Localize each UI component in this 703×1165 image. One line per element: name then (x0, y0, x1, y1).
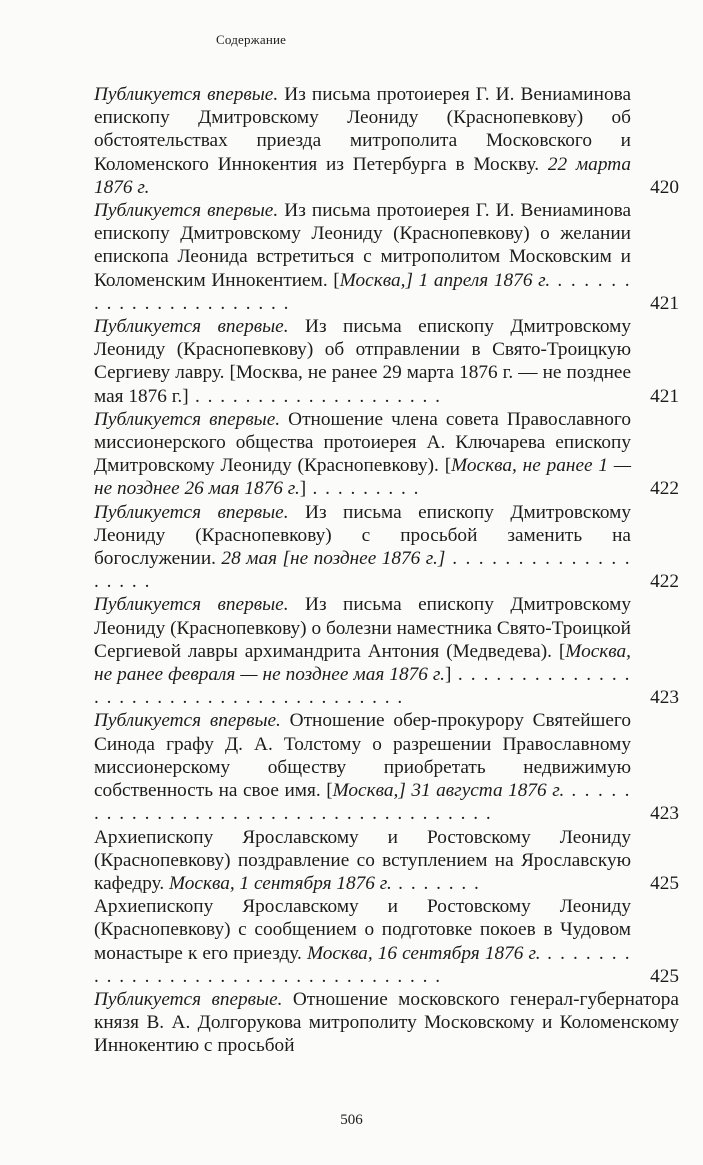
entry-prefix: Публикуется впервые. (94, 316, 289, 338)
entry-prefix: Публикуется впервые. (94, 710, 281, 732)
page-number: 506 (340, 1112, 363, 1128)
entry-tail: ] (299, 478, 307, 500)
entry-leader-dots: . . . . . . . . . . . . . . . . . . . . . . . . . . . . . . . . . . . . . . . (94, 664, 631, 709)
entry-date: Москва, не ранее 1 — не позднее 26 мая 1876 г. (94, 455, 631, 500)
entry-prefix: Публикуется впервые. (94, 988, 283, 1010)
entry-body: Из письма епископу Дмитровскому Леониду (Краснопевкову) об отправлении в Свято-Троицкую Сергиеву лавру. [Москва, не ранее 29 марта 1876 г. — не позднее мая 1876 г.] (94, 316, 631, 407)
toc-entry (94, 83, 679, 199)
entry-leader-dots: . . . . . . . . . . . . . . . . . . . . . . . . . . . . . . . . . . . (94, 942, 632, 987)
entry-tail: [не позднее 1876 г.] (277, 548, 446, 570)
entry-prefix: Публикуется впервые. (94, 200, 279, 222)
entry-body: Отношение московского генерал-губернатора князя В. А. Долгорукова митрополиту Московскому и Коломенскому Иннокентию с просьбой (94, 988, 679, 1057)
entry-body: Из письма епископу Дмитровскому Леониду (Краснопевкову) с просьбой заменить на богослужении. (94, 501, 631, 570)
toc-entry (94, 408, 679, 501)
entry-body: Отношение члена совета Православного миссионерского общества протоиерея А. Ключарева епископу Дмитровскому Леониду (Краснопевкову). [ (94, 408, 631, 477)
toc-entry (94, 315, 679, 408)
toc-entry (94, 593, 679, 709)
toc-entry (94, 895, 679, 988)
toc-entry (94, 826, 679, 896)
entry-date: 22 марта 1876 г. (94, 153, 632, 198)
entry-date: Москва, 1 сентября 1876 г. (168, 872, 392, 894)
entry-text (94, 826, 679, 896)
entry-tail: ] 31 августа 1876 г. (398, 780, 565, 802)
entry-date: Москва, не ранее февраля — не позднее мая 1876 г. (94, 640, 631, 686)
entry-date: Москва, 16 сентября 1876 г. (306, 942, 541, 964)
entry-body: Из письма епископу Дмитровскому Леониду (Краснопевкову) о болезни наместника Свято-Троицкой Сергиевой лавры архимандрита Антония (Медведева). [ (94, 594, 631, 662)
entry-page-number: 425 (650, 965, 679, 987)
entry-page-number: 422 (650, 571, 679, 593)
entry-body: Архиепископу Ярославскому и Ростовскому Леониду (Краснопевкову) с сообщением о подготовке покоев в Чудовом монастыре к его приезду. (94, 896, 631, 964)
entry-text (94, 408, 679, 501)
entry-leader-dots: . . . . . . . (391, 872, 481, 894)
entry-body: Из письма протоиерея Г. И. Вениаминова епископу Дмитровскому Леониду (Краснопевкову) об обстоятельствах приезда митрополита Московского и Коломенского Иннокентия из Петербурга в Москву. (94, 84, 631, 175)
entry-page-number: 420 (650, 176, 679, 198)
entry-text (94, 988, 679, 1058)
entry-page-number: 421 (650, 385, 679, 407)
entry-text (94, 315, 679, 408)
entry-prefix: Публикуется впервые. (94, 501, 289, 523)
entry-leader-dots: . . . . . . . . . . . . . . . . . . . . . . . . . . . . . . . . . . . . . (94, 780, 632, 825)
toc-entry (94, 709, 679, 825)
entry-text (94, 83, 679, 199)
entry-leader-dots: . . . . . . . . . . . . . . . . . . . (94, 548, 632, 593)
entry-date: 28 мая (221, 548, 278, 570)
entry-date: Москва, (339, 269, 406, 291)
running-header: Содержание (216, 32, 287, 47)
entry-text (94, 199, 679, 315)
table-of-contents (94, 83, 679, 1058)
entry-page-number: 422 (650, 478, 679, 500)
entry-body: Из письма протоиерея Г. И. Вениаминова епископу Дмитровскому Леониду (Краснопевкову) о желании епископа Леонида встретиться с митрополитом Московским и Коломенским Иннокентием. [ (94, 200, 631, 291)
entry-page-number: 423 (650, 687, 679, 709)
entry-text (94, 593, 679, 709)
toc-entry (94, 501, 679, 594)
entry-prefix: Публикуется впервые. (94, 84, 279, 105)
entry-page-number: 425 (650, 872, 679, 894)
entry-leader-dots: . . . . . . . . . (306, 478, 420, 500)
entry-leader-dots: . . . . . . . . . . . . . . . . . . . . (188, 385, 442, 407)
entry-leader-dots: . . . . . . . . . . . . . . . . . . . . . . (94, 269, 632, 314)
entry-body: Архиепископу Ярославскому и Ростовскому Леониду (Краснопевкову) поздравление со вступлением на Ярославскую кафедру. (94, 826, 631, 894)
entry-prefix: Публикуется впервые. (94, 594, 289, 616)
toc-entry (94, 199, 679, 315)
entry-tail: ] (444, 664, 452, 686)
entry-page-number: 421 (650, 292, 679, 314)
entry-page-number: 423 (650, 803, 679, 825)
entry-text (94, 895, 679, 988)
entry-prefix: Публикуется впервые. (94, 408, 281, 430)
entry-text (94, 501, 679, 594)
entry-tail: ] 1 апреля 1876 г. (405, 269, 551, 291)
toc-entry (94, 988, 679, 1058)
entry-text (94, 709, 679, 825)
entry-date: Москва, (332, 780, 399, 802)
entry-body: Отношение обер-прокурору Святейшего Синода графу Д. А. Толстому о разрешении Православному миссионерскому обществу приобретать недвижимую собственность на свое имя. [ (94, 710, 631, 802)
